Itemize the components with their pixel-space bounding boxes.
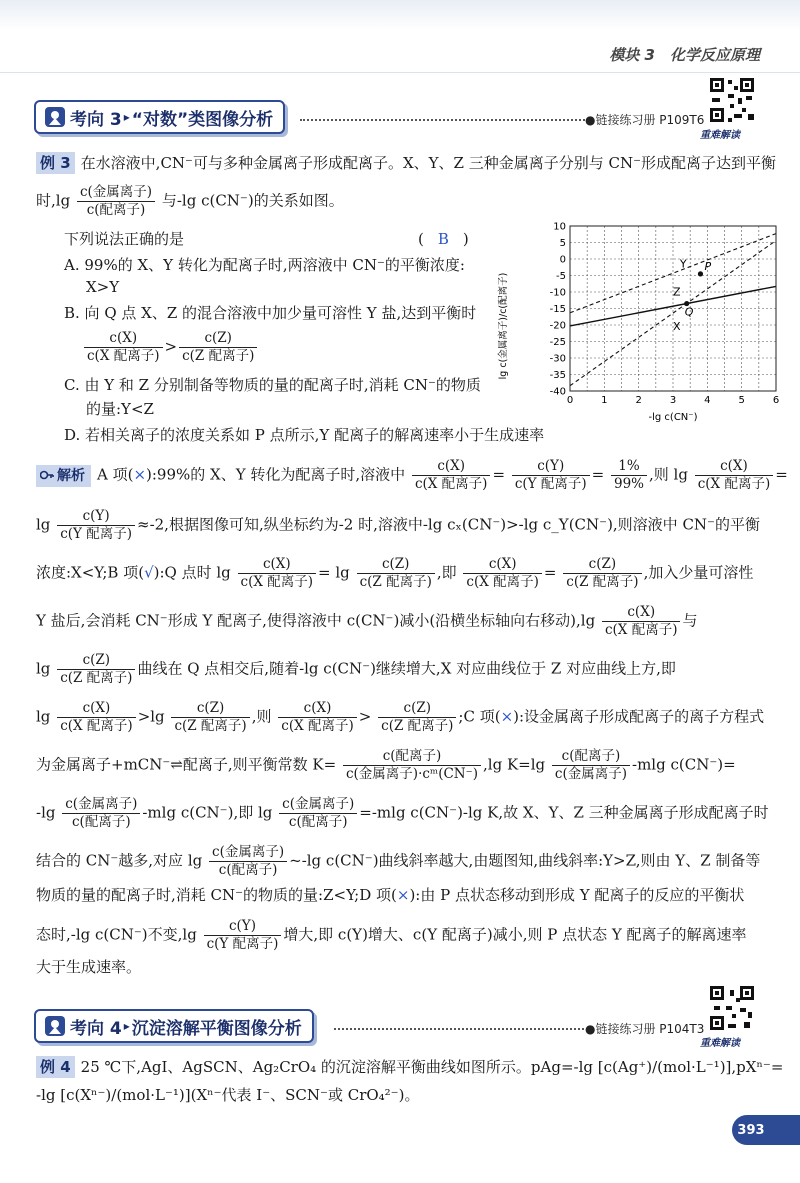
- analysis-line3: 浓度:X<Y;B 项(√):Q 点时 lg $\frac{c(X)}{\text{c(X 配离子)}}$ = lg $\frac{c(Z)}{\text{c(Z 配离子)}}$ ,即 $\frac{c(X)}{\text{c(X 配离子)}}$ = $\frac{c(Z)}{\text{c(Z 配离子)}}$ ,加入少量可溶性: [36, 556, 754, 590]
- mascot-icon: [44, 106, 66, 128]
- section3-title-box: [34, 100, 285, 134]
- y-tick-label: -20: [549, 320, 566, 332]
- section3-title: “对数”类图像分析: [131, 109, 274, 130]
- header-rule: [0, 72, 800, 73]
- option-c-line2: 的量:Y<Z: [86, 400, 154, 418]
- example3-line2-post: 与-lg c(CN⁻)的关系如图。: [161, 191, 344, 210]
- x-tick-label: 0: [566, 395, 574, 406]
- example3-line2: [36, 184, 344, 219]
- analysis-line5: lg $\frac{c(Z)}{\text{c(Z 配离子)}}$ 曲线在 Q 点相交后,随着-lg c(CN⁻)继续增大,X 对应曲线位于 Z 对应曲线上方,即: [36, 652, 676, 686]
- y-tick-label: -40: [549, 386, 566, 398]
- qr-code-icon[interactable]: [708, 76, 756, 124]
- y-tick-label: 5: [559, 238, 566, 249]
- point-label-q: Q: [684, 305, 694, 319]
- analysis-line4: Y 盐后,会消耗 CN⁻形成 Y 配离子,使得溶液中 c(CN⁻)减小(沿横坐标轴向右移动),lg $\frac{c(X)}{\text{c(X 配离子)}}$ 与: [36, 604, 698, 638]
- analysis-line12: 大于生成速率。: [36, 958, 142, 976]
- series-line-y: [570, 234, 776, 313]
- option-a-line1: A. 99%的 X、Y 转化为配离子时,两溶液中 CN⁻的平衡浓度:: [64, 256, 465, 274]
- section4-link[interactable]: ●链接练习册 P104T3: [585, 1022, 705, 1036]
- page-number-tab: [770, 1115, 800, 1145]
- option-d: D. 若相关离子的浓度关系如 P 点所示,Y 配离子的解离速率小于生成速率: [64, 426, 545, 444]
- y-tick-label: -5: [556, 271, 566, 282]
- analysis-line9: 结合的 CN⁻越多,对应 lg $\frac{\text{c(金属离子)}}{\text{c(配离子)}}$ ~-lg c(CN⁻)曲线斜率越大,由题图知,曲线斜率:Y>Z,则由 Y、Z 制备等: [36, 844, 761, 878]
- chart-points: [684, 260, 711, 319]
- section3-qr-caption: 重难解读: [700, 130, 740, 141]
- section3-link[interactable]: ●链接练习册 P109T6: [585, 113, 705, 127]
- y-tick-label: 0: [559, 254, 566, 266]
- section4-title: 沉淀溶解平衡图像分析: [131, 1018, 302, 1039]
- y-tick-label: -25: [549, 337, 566, 348]
- x-tick-label: 2: [635, 395, 642, 406]
- log-ratio-chart: [488, 218, 788, 424]
- example3-line2-pre: 时,lg: [36, 191, 71, 210]
- option-b-fractions: $\frac{c(X)}{\text{c(X 配离子)}}$ > $\frac{c(Z)}{\text{c(Z 配离子)}}$: [82, 330, 259, 365]
- section3-arrow-icon: ▸: [123, 110, 130, 124]
- analysis-line2: lg $\frac{c(Y)}{\text{c(Y 配离子)}}$ ≈-2,根据图像可知,纵坐标约为-2 时,溶液中-lg cₓ(CN⁻)>-lg c_Y(CN⁻),则溶液中 CN⁻的平衡: [36, 508, 760, 542]
- example3-question: 下列说法正确的是: [64, 230, 185, 248]
- section4-arrow-icon: ▸: [123, 1019, 130, 1033]
- example3-stem-line1: 在水溶液中,CN⁻可与多种金属离子形成配离子。X、Y、Z 三种金属离子分别与 CN⁻形成配离子达到平衡: [80, 154, 777, 172]
- answer-value: B: [437, 230, 449, 248]
- page-number: 393: [732, 1115, 770, 1145]
- option-c-line1: C. 由 Y 和 Z 分别制备等物质的量的配离子时,消耗 CN⁻的物质: [64, 376, 481, 394]
- point-p: [698, 271, 703, 276]
- section4-label: 考向 4: [70, 1018, 122, 1039]
- analysis-line6: lg $\frac{c(X)}{\text{c(X 配离子)}}$ >lg $\frac{c(Z)}{\text{c(Z 配离子)}}$ ,则 $\frac{c(X)}{\text{c(X 配离子)}}$ > $\frac{c(Z)}{\text{c(Z 配离子)}}$ ;C 项(×):设金属离子形成配离子的离子方程式: [36, 700, 765, 734]
- example3-line1: [36, 152, 776, 174]
- option-b-line1: B. 向 Q 点 X、Z 的混合溶液中加少量可溶性 Y 盐,达到平衡时: [64, 304, 477, 322]
- x-tick-label: 6: [772, 395, 780, 406]
- x-tick-label: 1: [601, 395, 608, 406]
- example3-tag: 例 3: [36, 152, 75, 174]
- example4-line2: -lg [c(Xⁿ⁻)/(mol·L⁻¹)](Xⁿ⁻代表 I⁻、SCN⁻或 CrO₄²⁻)。: [36, 1086, 420, 1104]
- chart-ylabel: lg c(金属离子)/c(配离子): [498, 272, 509, 380]
- page-top-band: [0, 0, 800, 30]
- module-header: 模块 3 化学反应原理: [609, 46, 760, 64]
- example4-tag: 例 4: [36, 1056, 75, 1078]
- series-label-y: Y: [679, 257, 687, 271]
- y-tick-label: -10: [549, 287, 566, 299]
- analysis-line8: -lg $\frac{\text{c(金属离子)}}{\text{c(配离子)}}$ -mlg c(CN⁻),即 lg $\frac{\text{c(金属离子)}}{\text{c(配离子)}}$ =-mlg c(CN⁻)-lg K,故 X、Y、Z 三种金属离子形成配离子时: [36, 796, 769, 830]
- x-tick-label: 3: [669, 395, 677, 406]
- chart-axes: [550, 222, 780, 407]
- series-label-x: X: [673, 319, 681, 333]
- section4-leader-dots: [334, 1028, 584, 1030]
- y-tick-label: -35: [549, 370, 566, 381]
- analysis-line10: 物质的量的配离子时,消耗 CN⁻的物质的量:Z<Y;D 项(×):由 P 点状态移动到形成 Y 配离子的反应的平衡状: [36, 886, 745, 904]
- x-tick-label: 4: [704, 395, 711, 406]
- analysis-line7: 为金属离子+mCN⁻⇌配离子,则平衡常数 K= $\frac{\text{c(配离子)}}{\text{c(金属离子)·cᵐ(CN⁻)}}$ ,lg K=lg $\frac{\text{c(配离子)}}{\text{c(金属离子)}}$ -mlg c(CN⁻)=: [36, 748, 736, 782]
- section4-title-box: [34, 1009, 314, 1043]
- mascot-icon: [44, 1015, 66, 1037]
- example3-answer: ( B ): [418, 230, 469, 248]
- section3-label: 考向 3: [70, 109, 122, 130]
- section3-leader-dots: [300, 119, 585, 121]
- section4-qr-caption: 重难解读: [700, 1038, 740, 1049]
- example4-line1: [36, 1056, 783, 1078]
- y-tick-label: -15: [549, 304, 566, 315]
- point-label-p: P: [704, 259, 712, 273]
- example3-fraction: $\frac{\text{c(金属离子)}}{\text{c(配离子)}}$: [77, 184, 155, 219]
- analysis-tag: 解析: [36, 465, 91, 487]
- example4-stem-line1: 25 ℃下,AgI、AgSCN、Ag₂CrO₄ 的沉淀溶解平衡曲线如图所示。pAg=-lg [c(Ag⁺)/(mol·L⁻¹)],pXⁿ⁻=: [80, 1058, 784, 1076]
- x-tick-label: 5: [738, 395, 745, 406]
- chart-xlabel: -lg c(CN⁻): [648, 412, 698, 423]
- key-icon: [40, 469, 54, 481]
- option-a-line2: X>Y: [86, 278, 120, 296]
- chart-grid: [570, 226, 776, 391]
- analysis-line1: 解析 A 项(×):99%的 X、Y 转化为配离子时,溶液中 $\frac{c(X)}{\text{c(X 配离子)}}$ = $\frac{c(Y)}{\text{c(Y 配离子)}}$ = $\frac{1\%}{99\%}$ ,则 lg $\frac{c(X)}{\text{c(X 配离子)}}$ =: [36, 458, 788, 493]
- y-tick-label: 10: [553, 221, 566, 233]
- series-label-z: Z: [673, 285, 681, 299]
- y-tick-label: -30: [549, 353, 566, 365]
- qr-code-icon[interactable]: [708, 984, 756, 1032]
- analysis-line11: 态时,-lg c(CN⁻)不变,lg $\frac{c(Y)}{\text{c(Y 配离子)}}$ 增大,即 c(Y)增大、c(Y 配离子)减小,则 P 点状态 Y 配离子的解离速率: [36, 918, 747, 952]
